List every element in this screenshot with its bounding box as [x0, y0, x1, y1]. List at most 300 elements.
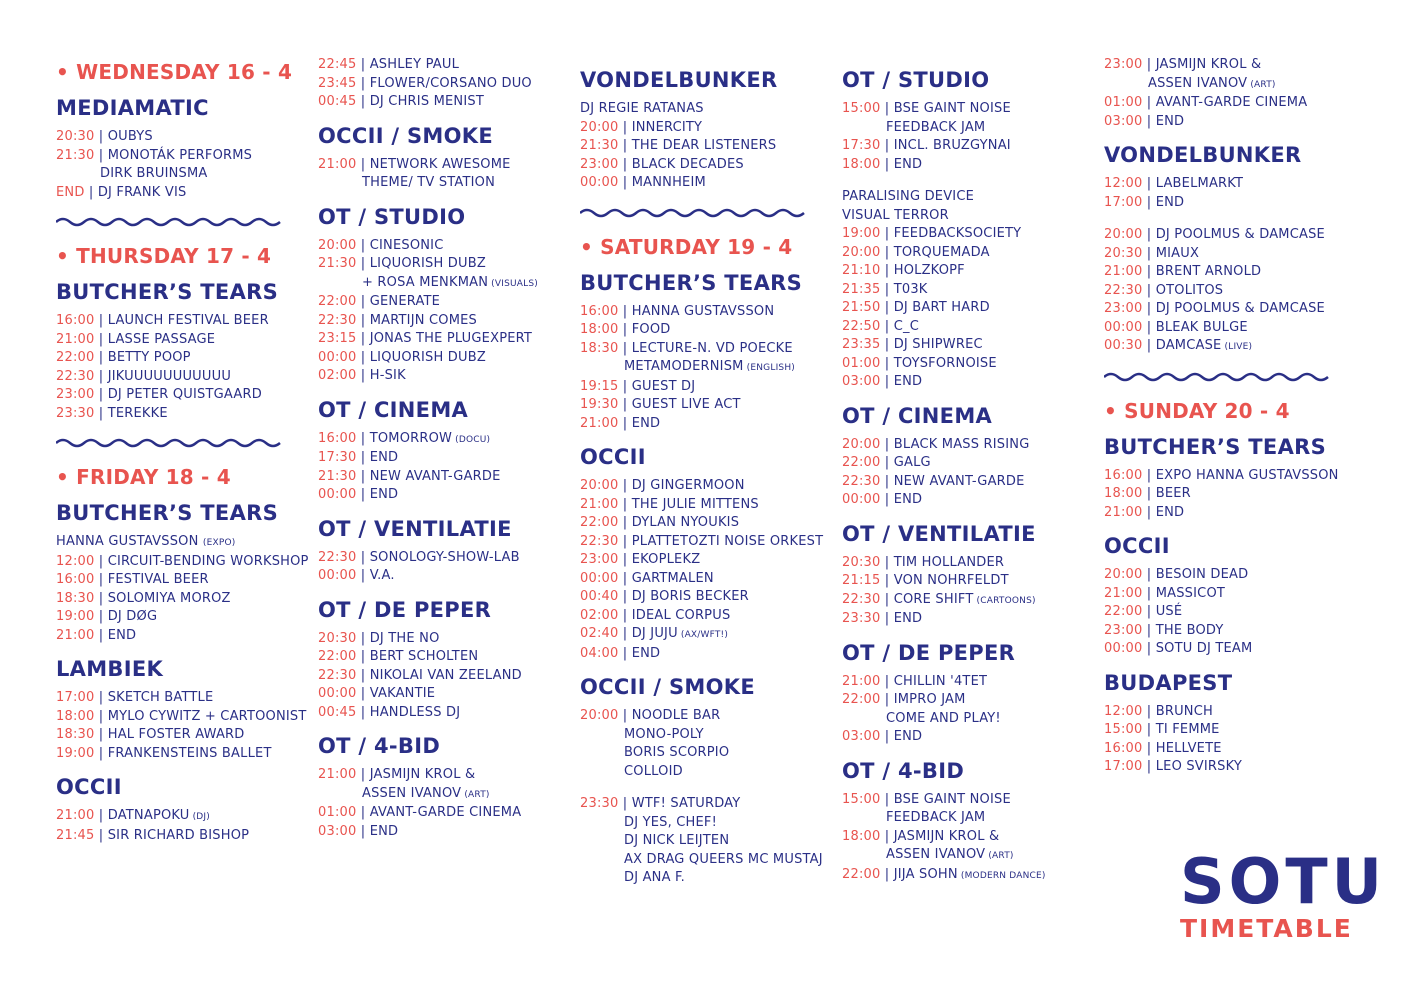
separator: |: [1142, 194, 1156, 210]
separator: |: [618, 340, 632, 356]
schedule-row: [580, 832, 823, 851]
schedule-row: [1104, 319, 1339, 338]
schedule-row: [1104, 282, 1339, 301]
schedule-row: [1104, 740, 1339, 759]
time-slot: 22:45: [318, 57, 357, 72]
schedule-row: [1104, 94, 1339, 113]
separator: |: [618, 589, 632, 604]
schedule-row: [1104, 175, 1339, 194]
act-name: LEO SVIRSKY: [1155, 759, 1243, 774]
schedule-list: [842, 100, 1046, 174]
time-slot: 16:00: [318, 430, 357, 446]
separator: |: [880, 866, 894, 882]
act-name: ASSEN IVANOV: [362, 785, 462, 801]
schedule-list: [580, 303, 823, 434]
time-slot: 12:00: [1104, 176, 1143, 191]
separator: |: [880, 473, 894, 489]
act-name: SONOLOGY-SHOW-LAB: [369, 549, 520, 565]
schedule-row: [1104, 194, 1339, 213]
time-slot: 21:00: [842, 673, 881, 689]
time-slot: 23:15: [318, 331, 357, 346]
schedule-row: [56, 807, 309, 827]
time-slot: 20:00: [1104, 227, 1143, 242]
venue-ot-ventilatie: OT / VENTILATIE: [842, 521, 1036, 546]
act-name: JONAS THE PLUGEXPERT: [369, 331, 533, 346]
time-slot: 21:30: [56, 147, 95, 163]
time-slot: 20:00: [318, 237, 357, 253]
separator: |: [618, 796, 632, 811]
act-name: TORQUEMADA: [893, 244, 990, 260]
schedule-row: [1104, 622, 1339, 641]
time-slot: 21:00: [56, 627, 95, 643]
act-note: (ART): [1247, 79, 1276, 90]
time-slot: 20:00: [580, 708, 619, 723]
act-name: LAUNCH FESTIVAL BEER: [107, 313, 269, 328]
time-slot: 00:00: [318, 349, 357, 365]
act-name: TOYSFORNOISE: [893, 355, 997, 371]
schedule-row: [318, 237, 538, 256]
separator: |: [356, 704, 370, 720]
separator: |: [356, 805, 370, 820]
schedule-list: [842, 436, 1046, 510]
schedule-row: [580, 625, 823, 645]
schedule-row: [842, 554, 1046, 573]
act-name: DJ DØG: [107, 609, 158, 624]
time-slot: 00:00: [1104, 319, 1143, 335]
time-slot: 23:30: [56, 405, 95, 421]
separator: |: [94, 590, 108, 606]
schedule-list: [1104, 226, 1339, 357]
act-name: DJ BORIS BECKER: [631, 589, 749, 604]
act-name: CORE SHIFT: [893, 591, 974, 607]
act-name: THEME/ TV STATION: [362, 175, 496, 190]
day-heading-saturday: • SATURDAY 19 - 4: [580, 234, 793, 259]
separator: |: [880, 226, 894, 241]
separator: |: [356, 331, 370, 346]
schedule-row: [1104, 703, 1339, 722]
venue-occii: OCCII: [580, 445, 646, 469]
separator: |: [880, 554, 894, 570]
time-slot: 20:00: [580, 478, 619, 493]
time-slot: 19:00: [56, 745, 95, 761]
act-name: END: [893, 156, 923, 172]
time-slot: 01:00: [1104, 95, 1143, 110]
venue-ot-de-peper: OT / DE PEPER: [318, 597, 492, 622]
schedule-row: [842, 591, 1046, 611]
separator: |: [618, 626, 632, 641]
separator: |: [618, 515, 632, 530]
schedule-row: [1104, 75, 1339, 95]
act-name: FLOWER/CORSANO DUO: [369, 75, 532, 91]
time-slot: 18:00: [580, 322, 619, 337]
separator: |: [94, 350, 108, 365]
separator: |: [356, 237, 370, 253]
schedule-row: [1104, 603, 1339, 622]
act-name: NEW AVANT-GARDE: [893, 473, 1025, 489]
time-slot: 00:00: [318, 487, 357, 502]
separator: |: [1142, 95, 1156, 110]
schedule-row: [580, 378, 823, 397]
schedule-row: [1104, 245, 1339, 264]
separator: |: [880, 156, 894, 172]
schedule-row: [842, 373, 1046, 392]
separator: |: [880, 455, 894, 470]
act-name: END: [893, 374, 923, 389]
time-slot: 21:00: [1104, 504, 1143, 520]
time-slot: 22:30: [318, 549, 357, 565]
separator: |: [880, 318, 894, 334]
time-slot: 15:00: [842, 101, 881, 116]
separator: |: [880, 374, 894, 389]
time-slot: 23:45: [318, 75, 357, 91]
schedule-row: [580, 726, 823, 745]
schedule-row: [318, 93, 538, 112]
act-name: JASMIJN KROL &: [369, 767, 476, 782]
schedule-row: [580, 607, 823, 626]
separator: |: [880, 281, 894, 297]
act-name: HANNA GUSTAVSSON: [631, 303, 775, 319]
schedule-row: [580, 396, 823, 415]
act-name: C_C: [893, 318, 919, 334]
act-name: MANNHEIM: [631, 175, 706, 190]
schedule-row: [580, 119, 823, 138]
schedule-row: [842, 610, 1046, 629]
schedule-row: [56, 165, 309, 184]
act-name: NEW AVANT-GARDE: [369, 468, 501, 484]
schedule-row: [842, 491, 1046, 510]
separator: |: [618, 175, 632, 190]
separator: |: [1142, 641, 1156, 656]
separator: |: [94, 553, 108, 569]
act-name: SIR RICHARD BISHOP: [107, 827, 250, 843]
schedule-row: [318, 804, 538, 823]
act-name: DJ BART HARD: [893, 300, 990, 315]
schedule-row: [842, 828, 1046, 847]
time-slot: 22:00: [842, 692, 881, 707]
time-slot: 00:45: [318, 704, 357, 720]
time-slot: 21:30: [318, 468, 357, 484]
schedule-list: [580, 119, 823, 193]
time-slot: 23:00: [580, 156, 619, 172]
time-slot: 22:30: [318, 312, 357, 328]
act-name: NETWORK AWESOME: [369, 156, 511, 172]
time-slot: 12:00: [56, 553, 95, 569]
separator: |: [1142, 722, 1156, 737]
time-slot: 03:00: [318, 823, 357, 839]
act-name: BLACK DECADES: [631, 156, 744, 172]
wave-divider: [56, 437, 286, 449]
separator: |: [94, 331, 108, 347]
schedule-row: [318, 486, 538, 505]
act-name: DYLAN NYOUKIS: [631, 515, 740, 530]
act-name: BSE GAINT NOISE: [893, 791, 1011, 807]
act-name: HAL FOSTER AWARD: [107, 727, 245, 742]
act-name: H-SIK: [369, 368, 406, 383]
schedule-row: [842, 225, 1046, 244]
time-slot: 21:35: [842, 281, 881, 297]
time-slot: 00:00: [842, 492, 881, 507]
schedule-row: [318, 330, 538, 349]
time-slot: 12:00: [1104, 703, 1143, 719]
act-name: BRENT ARNOLD: [1155, 264, 1262, 279]
act-name: OTOLITOS: [1155, 282, 1224, 298]
act-name: BRUNCH: [1155, 703, 1213, 719]
separator: |: [356, 823, 370, 839]
time-slot: 21:00: [580, 496, 619, 512]
schedule-row: [842, 710, 1046, 729]
act-note: (ENGLISH): [743, 363, 796, 373]
act-name: GUEST LIVE ACT: [631, 397, 741, 412]
schedule-list: [842, 225, 1046, 392]
separator: |: [880, 573, 894, 588]
schedule-row: [580, 415, 823, 434]
time-slot: 21:15: [842, 573, 881, 588]
schedule-row: [842, 262, 1046, 281]
time-slot: 22:00: [842, 866, 881, 882]
act-name: FRANKENSTEINS BALLET: [107, 745, 272, 761]
time-slot: 22:00: [318, 649, 357, 664]
act-name: BLEAK BULGE: [1155, 319, 1248, 335]
separator: |: [356, 487, 370, 502]
schedule-row: [580, 496, 823, 515]
separator: |: [356, 649, 370, 664]
act-name: MONO-POLY: [624, 726, 704, 742]
intro-line: PARALISING DEVICE: [842, 189, 975, 204]
separator: |: [356, 368, 370, 383]
time-slot: 19:30: [580, 397, 619, 412]
separator: |: [880, 244, 894, 260]
separator: |: [1142, 622, 1156, 638]
time-slot: 00:00: [1104, 641, 1143, 656]
separator: |: [880, 492, 894, 507]
schedule-row: [1104, 504, 1339, 523]
act-name: CIRCUIT-BENDING WORKSHOP: [107, 553, 309, 569]
act-name: CHILLIN '4TET: [893, 673, 988, 689]
time-slot: 20:30: [318, 630, 357, 646]
time-slot: 23:30: [842, 611, 881, 626]
act-name: END: [1155, 113, 1185, 129]
schedule-row: [56, 184, 309, 203]
time-slot: 21:10: [842, 263, 881, 278]
schedule-row: [318, 468, 538, 487]
schedule-list: [1104, 566, 1339, 659]
time-slot: 20:30: [1104, 245, 1143, 261]
time-slot: 20:00: [580, 119, 619, 135]
schedule-row: [580, 645, 823, 664]
act-note: (ART): [985, 851, 1014, 861]
venue-occii: OCCII: [1104, 534, 1170, 558]
act-name: BLACK MASS RISING: [893, 436, 1030, 452]
schedule-row: [580, 137, 823, 156]
time-slot: 22:00: [580, 515, 619, 530]
separator: |: [94, 690, 108, 705]
separator: |: [880, 337, 894, 352]
column-5: [1104, 56, 1339, 777]
time-slot: 23:00: [56, 387, 95, 402]
venue-ot-4-bid: OT / 4-BID: [318, 734, 441, 758]
act-name: MONOTÁK PERFORMS: [107, 147, 253, 163]
schedule-row: [842, 691, 1046, 710]
schedule-row: [580, 303, 823, 322]
act-name: LECTURE-N. VD POECKE: [631, 340, 793, 356]
separator: |: [84, 184, 98, 200]
act-note: (VISUALS): [488, 278, 539, 289]
schedule-row: [56, 553, 309, 572]
act-name: NIKOLAI VAN ZEELAND: [369, 667, 522, 683]
schedule-row: [580, 358, 823, 378]
act-name: DJ GINGERMOON: [631, 478, 745, 493]
separator: |: [94, 727, 108, 742]
act-note: (AX/WFT!): [677, 630, 729, 640]
separator: |: [94, 745, 108, 761]
act-name: ASSEN IVANOV: [886, 847, 986, 862]
act-name: BSE GAINT NOISE: [893, 101, 1011, 116]
act-name: LABELMARKT: [1155, 176, 1244, 191]
act-name: LIQUORISH DUBZ: [369, 256, 486, 271]
schedule-list: [318, 237, 538, 386]
separator: |: [1142, 57, 1156, 72]
column-2: [318, 56, 538, 841]
time-slot: 18:00: [1104, 486, 1143, 501]
time-slot: 21:50: [842, 300, 881, 315]
time-slot: 22:00: [318, 294, 357, 309]
schedule-row: [842, 336, 1046, 355]
act-name: MIAUX: [1155, 245, 1200, 261]
separator: |: [356, 349, 370, 365]
act-name: SOTU DJ TEAM: [1155, 641, 1253, 656]
separator: |: [1142, 740, 1156, 756]
intro-line: VISUAL TERROR: [842, 207, 949, 223]
separator: |: [618, 478, 632, 493]
act-name: FEEDBACKSOCIETY: [893, 226, 1022, 241]
schedule-list: [318, 430, 538, 505]
separator: |: [1142, 176, 1156, 191]
act-name: TOMORROW: [369, 430, 453, 446]
time-slot: 03:00: [842, 374, 881, 389]
separator: |: [618, 552, 632, 567]
venue-ot-studio: OT / STUDIO: [318, 204, 466, 229]
act-name: GALG: [893, 455, 931, 470]
venue-vondelbunker: VONDELBUNKER: [580, 68, 778, 92]
schedule-row: [580, 551, 823, 570]
schedule-list: [56, 128, 309, 202]
day-heading-thursday: • THURSDAY 17 - 4: [56, 244, 272, 268]
schedule-row: [318, 367, 538, 386]
time-slot: 21:30: [318, 256, 357, 271]
act-name: LASSE PASSAGE: [107, 331, 216, 347]
schedule-list: [318, 549, 538, 586]
separator: |: [94, 405, 108, 421]
time-slot: 02:40: [580, 626, 619, 641]
separator: |: [1142, 338, 1156, 353]
schedule-row: [1104, 467, 1339, 486]
separator: |: [880, 138, 894, 153]
venue-lambiek: LAMBIEK: [56, 657, 164, 681]
schedule-row: [580, 707, 823, 726]
act-name: T03K: [893, 281, 928, 297]
column-3: [580, 56, 823, 888]
time-slot: 02:00: [318, 368, 357, 383]
act-name: HOLZKOPF: [893, 263, 965, 278]
venue-occii-smoke: OCCII / SMOKE: [318, 123, 493, 148]
schedule-row: [580, 321, 823, 340]
act-name: END: [893, 611, 923, 626]
schedule-list: [56, 689, 309, 763]
time-slot: 19:00: [56, 609, 95, 624]
schedule-row: [842, 673, 1046, 692]
schedule-row: [580, 869, 823, 888]
schedule-row: [318, 648, 538, 667]
time-slot: 23:00: [1104, 57, 1143, 72]
act-name: HANDLESS DJ: [369, 704, 461, 720]
schedule-row: [56, 349, 309, 368]
separator: |: [356, 468, 370, 484]
time-slot: 18:00: [56, 708, 95, 724]
schedule-row: [318, 312, 538, 331]
time-slot: 04:00: [580, 645, 619, 661]
schedule-row: [842, 473, 1046, 492]
act-name: COLLOID: [624, 763, 683, 779]
time-slot: END: [56, 184, 85, 200]
separator: |: [356, 57, 370, 72]
act-note: (MODERN DANCE): [957, 870, 1046, 881]
time-slot: 21:00: [1104, 264, 1143, 279]
act-name: BETTY POOP: [107, 350, 191, 365]
act-name: AVANT-GARDE CINEMA: [369, 805, 522, 820]
schedule-row: [580, 744, 823, 763]
act-note: (LIVE): [1221, 342, 1253, 352]
time-slot: 23:30: [580, 796, 619, 811]
act-name: BERT SCHOLTEN: [369, 649, 479, 664]
schedule-row: [318, 56, 538, 75]
separator: |: [356, 256, 370, 271]
time-slot: 22:30: [1104, 282, 1143, 298]
schedule-row: [318, 255, 538, 274]
separator: |: [1142, 282, 1156, 298]
schedule-row: [56, 827, 309, 846]
schedule-row: [580, 533, 823, 552]
schedule-row: [580, 570, 823, 589]
act-name: VAKANTIE: [369, 686, 436, 701]
schedule-row: [56, 331, 309, 350]
act-name: GENERATE: [369, 294, 441, 309]
act-name: IMPRO JAM: [893, 692, 966, 707]
act-name: END: [369, 823, 399, 839]
schedule-list: [1104, 703, 1339, 777]
separator: |: [618, 119, 632, 135]
act-name: DJ PETER QUISTGAARD: [107, 387, 262, 402]
schedule-list: [580, 795, 823, 888]
separator: |: [880, 355, 894, 371]
schedule-row: [842, 866, 1046, 886]
schedule-row: [318, 274, 538, 294]
act-name: END: [369, 487, 399, 502]
separator: |: [880, 791, 894, 807]
time-slot: 22:00: [842, 455, 881, 470]
act-name: AVANT-GARDE CINEMA: [1155, 95, 1308, 110]
act-name: EKOPLEKZ: [631, 552, 701, 567]
schedule-row: [56, 312, 309, 331]
schedule-row: [318, 75, 538, 94]
venue-budapest: BUDAPEST: [1104, 670, 1233, 695]
act-name: HANNA GUSTAVSSON: [56, 534, 199, 549]
time-slot: 17:00: [1104, 194, 1143, 210]
act-name: NOODLE BAR: [631, 708, 721, 723]
schedule-row: [1104, 300, 1339, 319]
logo-subtitle: TIMETABLE: [1180, 914, 1353, 943]
act-name: JIKUUUUUUUUUUU: [107, 368, 232, 384]
time-slot: 21:00: [318, 156, 357, 172]
